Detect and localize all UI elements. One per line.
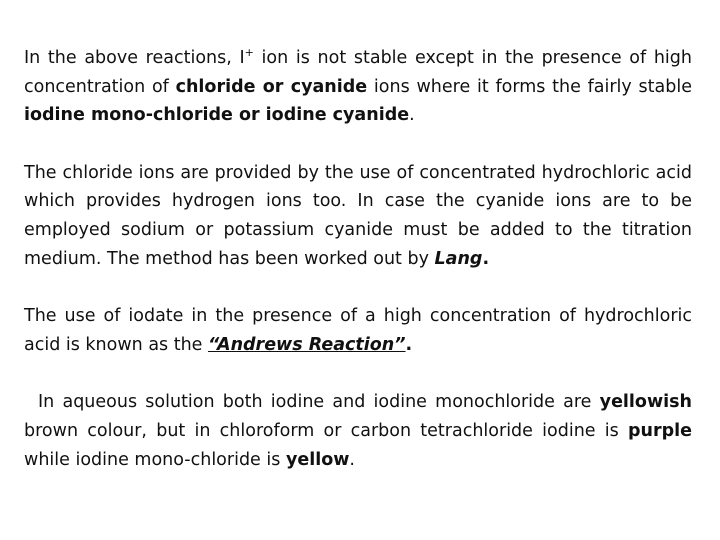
bold-term-purple: purple — [627, 420, 692, 441]
text-segment: ions where it forms the fairly stable — [367, 76, 692, 97]
bold-term-iodine-compounds: iodine mono-chloride or iodine cyanide — [24, 105, 410, 126]
text-segment: brown colour, but in chloroform or carbon tetrachloride iodine is — [24, 420, 628, 441]
text-segment: In aqueous solution both iodine and iodine monochloride are — [38, 392, 600, 413]
paragraph-chloride-ions — [24, 159, 692, 273]
text-segment: . — [349, 449, 355, 470]
bold-term-yellow: yellow — [285, 449, 350, 470]
bold-italic-term-lang: Lang — [434, 248, 483, 269]
text-segment: while iodine mono-chloride is — [24, 449, 286, 470]
text-segment: The use of iodate in the presence of a high concentration of hydrochloric acid is known as the — [24, 306, 692, 355]
superscript-plus: + — [244, 46, 254, 60]
text-segment: The chloride ions are provided by the use of concentrated hydrochloric acid which provides hydrogen ions too. In case the cyanide ions are to be employed sodium or potassium cyanide must be added to the titration medium. The method has been worked out by — [24, 162, 692, 269]
bold-term-yellowish: yellowish — [599, 392, 692, 413]
text-segment: . — [409, 105, 415, 126]
text-segment: . — [405, 334, 413, 355]
text-segment: ion is not stable except in the presence of high concentration of — [24, 48, 692, 97]
document-body — [24, 44, 692, 474]
text-segment: In the above reactions, I — [24, 48, 245, 68]
bold-underlined-term-andrews-reaction: “Andrews Reaction” — [208, 334, 406, 355]
text-segment: . — [482, 248, 490, 269]
bold-term-chloride-cyanide: chloride or cyanide — [175, 76, 368, 97]
paragraph-colours — [24, 388, 692, 474]
paragraph-andrews-reaction — [24, 302, 692, 359]
paragraph-iodine-ion-stability — [24, 44, 692, 130]
